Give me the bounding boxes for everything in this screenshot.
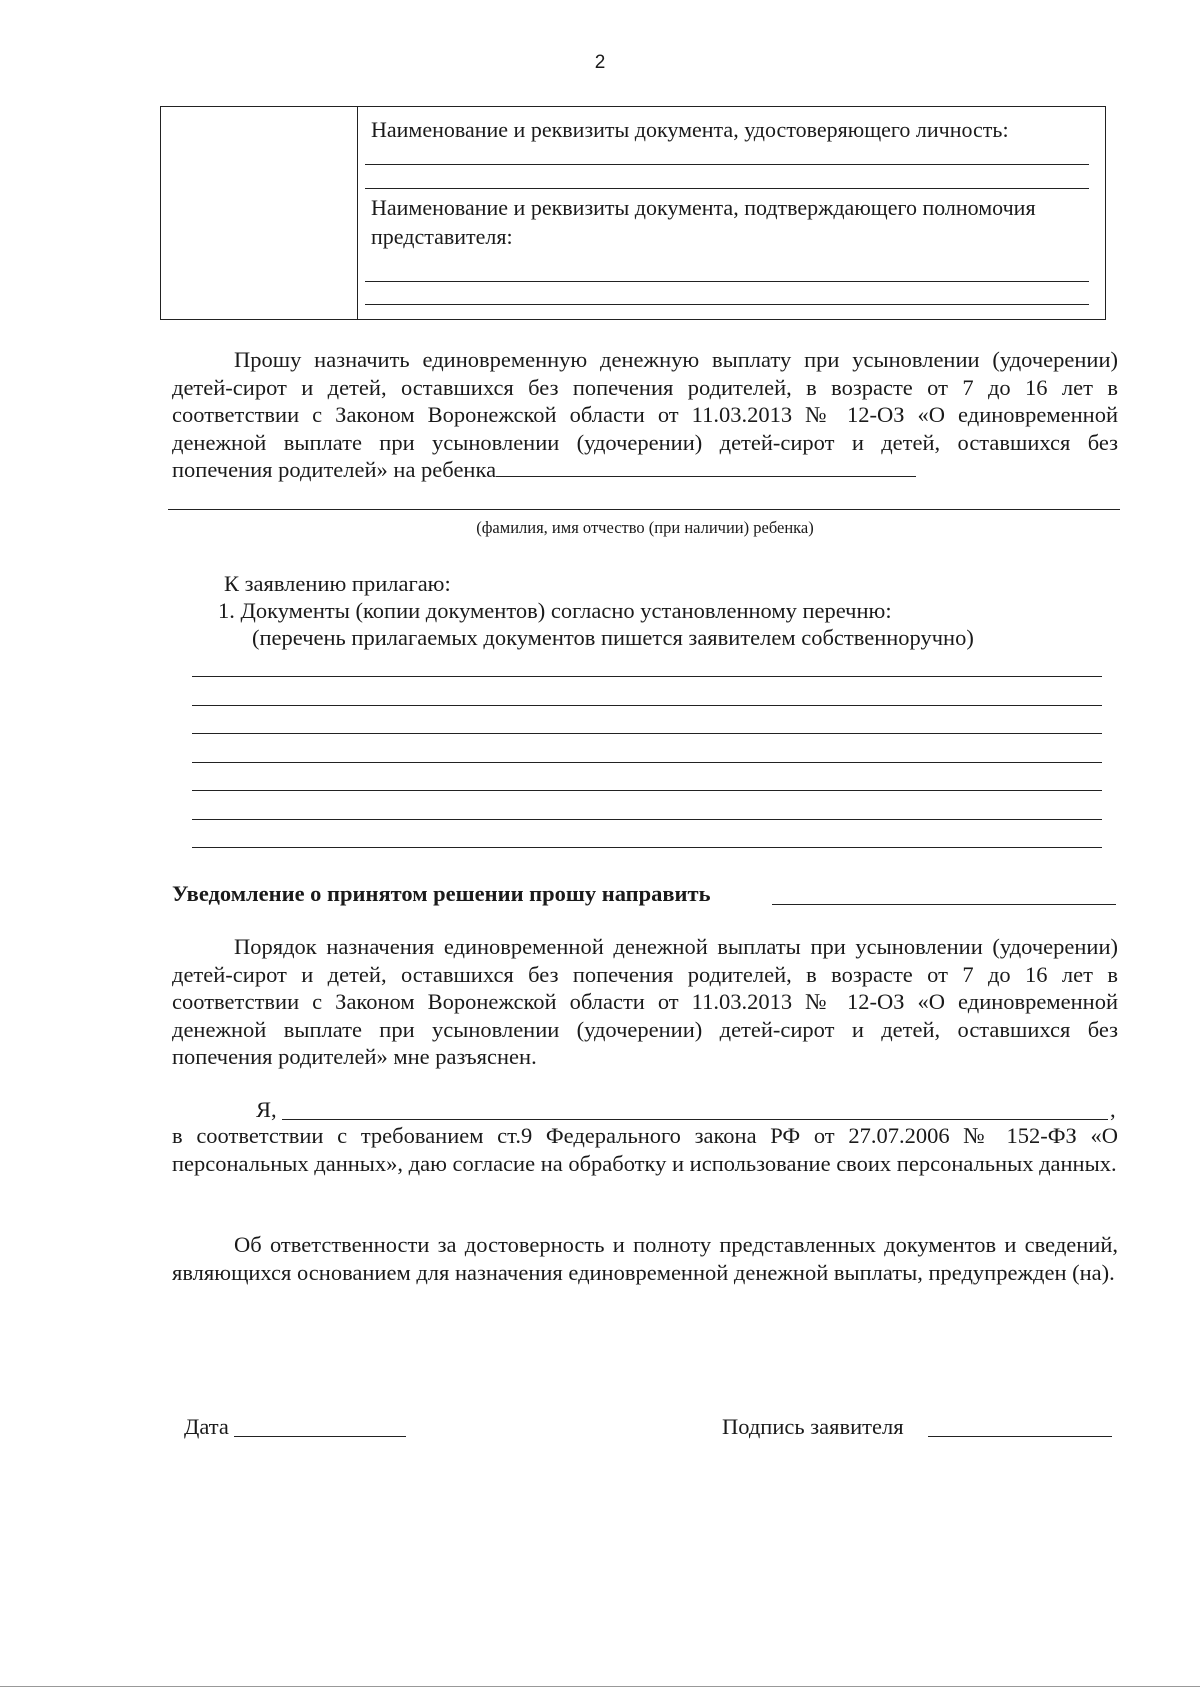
child-name-line[interactable] xyxy=(168,509,1120,510)
attachments-line-6[interactable] xyxy=(192,819,1102,820)
signature-label: Подпись заявителя xyxy=(722,1414,904,1439)
responsibility-paragraph xyxy=(172,1231,1118,1286)
date-line[interactable] xyxy=(234,1436,406,1437)
authority-doc-line-2[interactable] xyxy=(365,304,1089,305)
child-name-caption: (фамилия, имя отчество (при наличии) ребенка) xyxy=(476,518,814,537)
notification-label: Уведомление о принятом решении прошу направить xyxy=(172,881,711,906)
attachments-note: (перечень прилагаемых документов пишется заявителем собственноручно) xyxy=(252,625,974,650)
request-paragraph xyxy=(172,346,1118,484)
consent-suffix: , xyxy=(1110,1097,1116,1122)
signature-line[interactable] xyxy=(928,1436,1112,1437)
page-bottom-edge xyxy=(0,1686,1200,1687)
page-number: 2 xyxy=(594,52,606,73)
attachments-line-7[interactable] xyxy=(192,847,1102,848)
attachments-intro: К заявлению прилагаю: xyxy=(224,571,451,596)
requisites-table xyxy=(160,106,1106,320)
authority-doc-label: Наименование и реквизиты документа, подтверждающего полномочия представителя: xyxy=(371,195,1036,249)
procedure-text: Порядок назначения единовременной денежной выплаты при усыновлении (удочерении) детей-сирот и детей, оставшихся без попечения родителей, в возрасте от 7 до 16 лет в соответствии с Законом Воронежской области от 11.03.2013 № 12-ОЗ «О единовременной денежной выплате при усыновлении (удочерении) детей-сирот и детей, оставшихся без попечения родителей» мне разъяснен. xyxy=(172,934,1118,1069)
consent-paragraph xyxy=(172,1122,1118,1177)
attachments-line-1[interactable] xyxy=(192,676,1102,677)
identity-doc-line-1[interactable] xyxy=(365,164,1089,165)
attachments-item-1: 1. Документы (копии документов) согласно установленному перечню: xyxy=(218,598,892,623)
attachments-line-3[interactable] xyxy=(192,733,1102,734)
identity-doc-line-2[interactable] xyxy=(365,188,1089,189)
requisites-left-cell xyxy=(161,107,358,319)
procedure-paragraph xyxy=(172,933,1118,1071)
identity-doc-label: Наименование и реквизиты документа, удостоверяющего личность: xyxy=(371,117,1009,142)
requisites-right-cell xyxy=(359,107,1105,319)
authority-doc-line-1[interactable] xyxy=(365,281,1089,282)
attachments-line-2[interactable] xyxy=(192,705,1102,706)
request-text: Прошу назначить единовременную денежную выплату при усыновлении (удочерении) детей-сирот и детей, оставшихся без попечения родителей, в возрасте от 7 до 16 лет в соответствии с Законом Воронежской области от 11.03.2013 № 12-ОЗ «О единовременной денежной выплате при усыновлении (удочерении) детей-сирот и детей, оставшихся без попечения родителей» на ребенка xyxy=(172,347,1118,482)
attachments-line-4[interactable] xyxy=(192,762,1102,763)
attachments-line-5[interactable] xyxy=(192,790,1102,791)
consent-text: в соответствии с требованием ст.9 Федерального закона РФ от 27.07.2006 № 152-ФЗ «О персональных данных», даю согласие на обработку и использование своих персональных данных. xyxy=(172,1123,1118,1176)
consent-prefix: Я, xyxy=(256,1097,277,1122)
notification-line[interactable] xyxy=(772,904,1116,905)
applicant-name-line[interactable] xyxy=(282,1119,1108,1120)
responsibility-text: Об ответственности за достоверность и полноту представленных документов и сведений, являющихся основанием для назначения единовременной денежной выплаты, предупрежден (на). xyxy=(172,1232,1118,1285)
date-label: Дата xyxy=(184,1414,229,1439)
child-name-line-inline[interactable] xyxy=(496,475,916,477)
